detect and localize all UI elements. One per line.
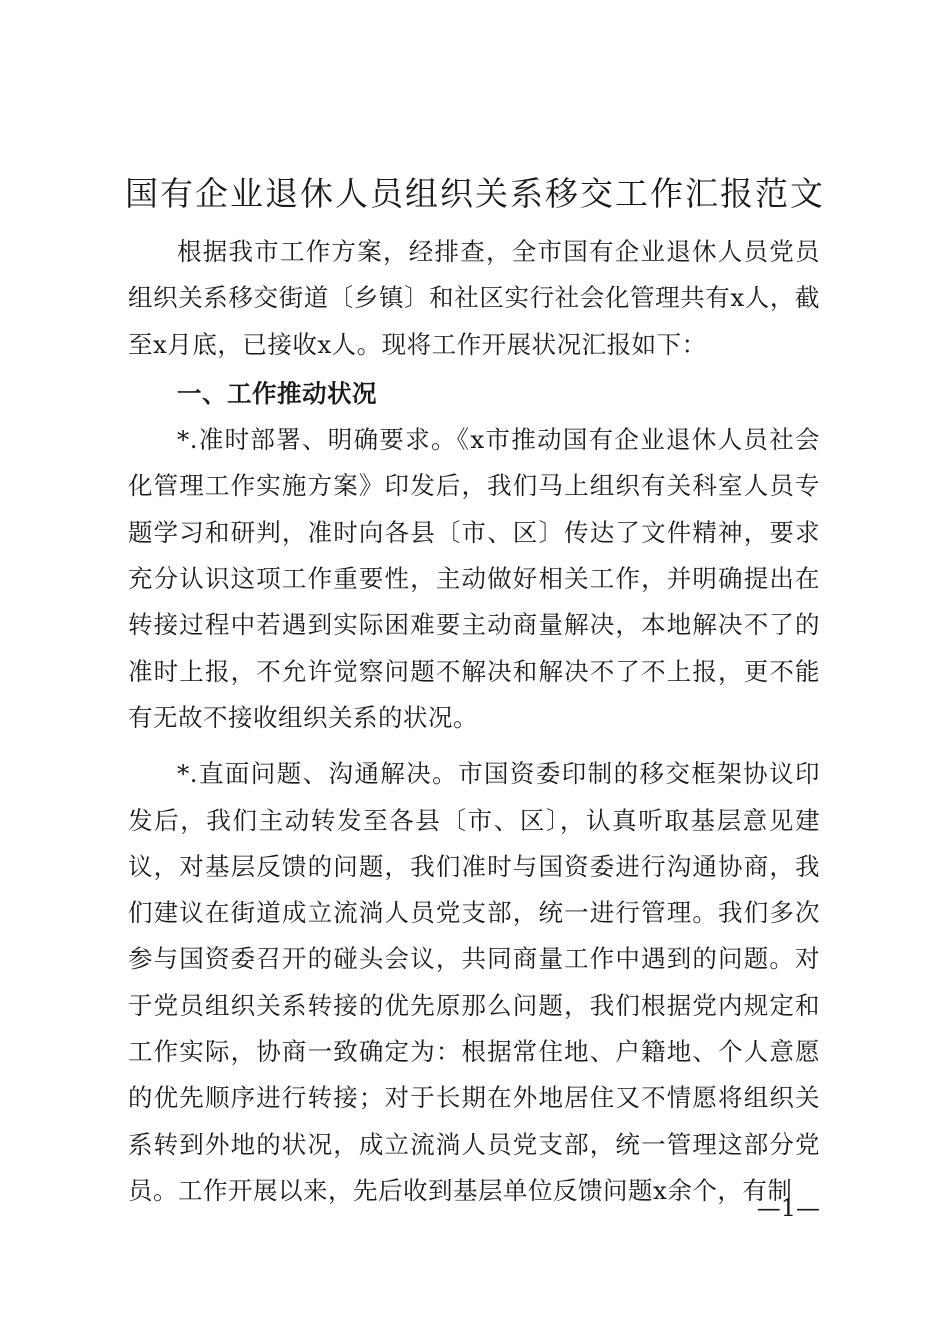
document-title: 国有企业退休人员组织关系移交工作汇报范文 — [125, 174, 825, 213]
page-number: —1— — [756, 1194, 820, 1222]
intro-paragraph: 根据我市工作方案，经排查，全市国有企业退休人员党员组织关系移交街道〔乡镇〕和社区实行社会化管理共有x人，截至x月底，已接收x人。现将工作开展状况汇报如下： — [128, 237, 820, 359]
body-paragraph-deployment: *.准时部署、明确要求。《x市推动国有企业退休人员社会化管理工作实施方案》印发后，我们马上组织有关科室人员专题学习和研判，准时向各县〔市、区〕传达了文件精神，要求充分认识这项工作重要性，主动做好相关工作，并明确提出在转接过程中若遇到实际困难要主动商量解决，本地解决不了的准时上报，不允许觉察问题不解决和解决不了不上报，更不能有无故不接收组织关系的状况。 — [128, 425, 820, 732]
section-heading: 一、工作推动状况 — [177, 378, 377, 408]
document-body — [128, 229, 820, 1214]
body-paragraph-problems: *.直面问题、沟通解决。市国资委印制的移交框架协议印发后，我们主动转发至各县〔市、区〕，认真听取基层意见建议，对基层反馈的问题，我们准时与国资委进行沟通协商，我们建议在街道成立流淌人员党支部，统一进行管理。我们多次参与国资委召开的碰头会议，共同商量工作中遇到的问题。对于党员组织关系转接的优先原那么问题，我们根据党内规定和工作实际，协商一致确定为：根据常住地、户籍地、个人意愿的优先顺序进行转接；对于长期在外地居住又不情愿将组织关系转到外地的状况，成立流淌人员党支部，统一管理这部分党员。工作开展以来，先后收到基层单位反馈问题x余个，有制 — [128, 759, 820, 1205]
